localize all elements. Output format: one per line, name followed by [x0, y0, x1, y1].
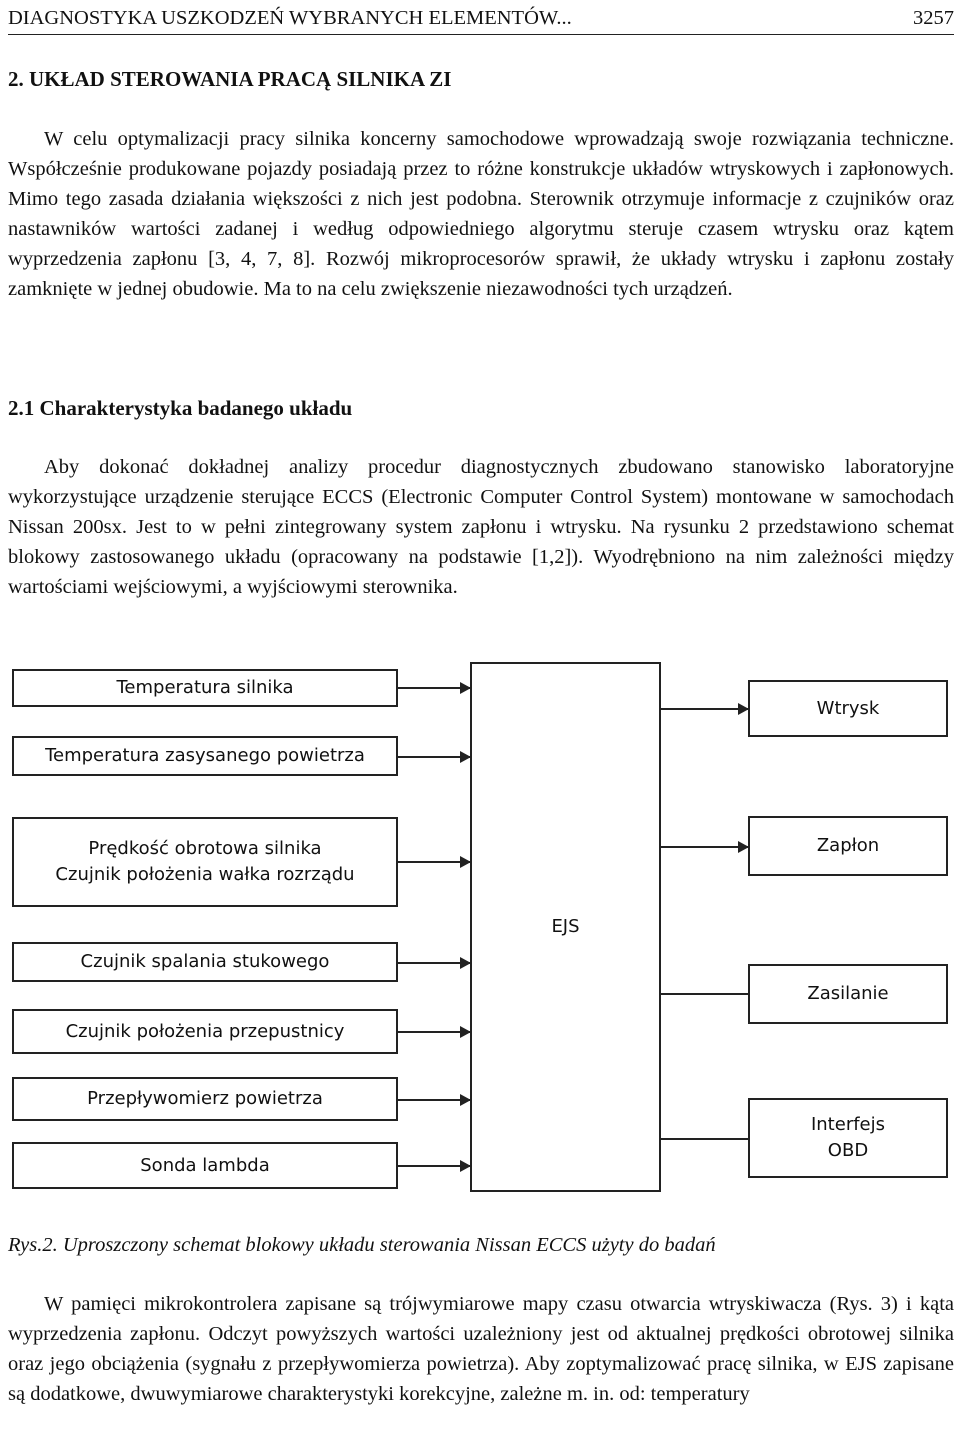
output-connector	[661, 993, 675, 995]
input-arrow	[398, 962, 470, 964]
input-label: Czujnik położenia wałka rozrządu	[55, 864, 355, 885]
output-box-injection	[748, 680, 948, 737]
output-box-power-supply	[748, 964, 948, 1024]
subsection-title: 2.1 Charakterystyka badanego układu	[8, 396, 353, 420]
paragraph-intro: W celu optymalizacji pracy silnika koncerny samochodowe wprowadzają swoje rozwiązania techniczne. Współcześnie produkowane pojazdy posiadają przez to różne konstrukcje układów wtryskowych i zapłonowych. Mimo tego zasada działania większości z nich jest podobna. Sterownik otrzymuje informacje z czujników oraz nastawników wartości zadanej i według odpowiedniego algorytmu steruje czasem wtrysku oraz kątem wyprzedzenia zapłonu [3, 4, 7, 8]. Rozwój mikroprocesorów sprawił, że układy wtrysku i zapłonu zostały zamknięte w jednej obudowie. Ma to na celu zwiększenie niezawodności tych urządzeń.	[8, 128, 954, 300]
input-label: Prędkość obrotowa silnika	[88, 838, 322, 859]
controller-ejs-box	[470, 662, 661, 1192]
input-label: Temperatura zasysanego powietrza	[45, 745, 365, 766]
input-box-lambda-probe	[12, 1142, 398, 1189]
paragraph-continuation: W pamięci mikrokontrolera zapisane są trójwymiarowe mapy czasu otwarcia wtryskiwacza (Rys. 3) i kąta wyprzedzenia zapłonu. Odczyt powyższych wartości uzależniony jest od aktualnej prędkości obrotowej silnika oraz jego obciążenia (sygnału z przepływomierza powietrza). Aby zoptymalizować pracę silnika, w EJS zapisane są dodatkowe, dwuwymiarowe charakterystyki korekcyjne, zależne m. in. od: temperatury	[8, 1293, 954, 1405]
paragraph-system-description: Aby dokonać dokładnej analizy procedur diagnostycznych zbudowano stanowisko laboratoryjne wykorzystujące urządzenie sterujące ECCS (Electronic Computer Control System) montowane w samochodach Nissan 200sx. Jest to w pełni zintegrowany system zapłonu i wtrysku. Na rysunku 2 przedstawiono schemat blokowy zastosowanego układu (opracowany na podstawie [1,2]). Wyodrębniono na nim zależności między wartościami wejściowymi, a wyjściowymi sterownika.	[8, 456, 954, 598]
input-box-engine-temp	[12, 669, 398, 707]
input-label: Przepływomierz powietrza	[87, 1088, 323, 1109]
input-label: Sonda lambda	[140, 1154, 270, 1176]
output-arrow	[661, 708, 748, 710]
output-connector-line	[661, 1138, 748, 1140]
running-title: DIAGNOSTYKA USZKODZEŃ WYBRANYCH ELEMENTÓW...	[8, 7, 572, 29]
input-arrow	[398, 756, 470, 758]
figure-caption: Rys.2. Uproszczony schemat blokowy układu sterowania Nissan ECCS użyty do badań	[8, 1234, 716, 1256]
output-label: Zasilanie	[807, 983, 889, 1004]
input-arrow	[398, 861, 470, 863]
running-header	[8, 2, 954, 35]
output-arrow	[661, 846, 748, 848]
output-label: Interfejs	[810, 1114, 886, 1135]
input-box-throttle-sensor	[12, 1009, 398, 1054]
input-label: Temperatura silnika	[116, 677, 294, 698]
input-box-airflow-meter	[12, 1077, 398, 1121]
section-title: 2. UKŁAD STEROWANIA PRACĄ SILNIKA ZI	[8, 67, 452, 91]
input-arrow	[398, 1031, 470, 1033]
output-label: Wtrysk	[816, 697, 880, 719]
input-arrow	[398, 1099, 470, 1101]
controller-label: EJS	[551, 916, 580, 937]
output-box-obd-interface	[748, 1098, 948, 1178]
output-box-ignition	[748, 816, 948, 876]
output-label: OBD	[827, 1140, 869, 1161]
output-label: Zapłon	[816, 835, 880, 856]
input-box-rpm-camshaft	[12, 817, 398, 907]
input-arrow	[398, 1165, 470, 1167]
input-box-knock-sensor	[12, 942, 398, 982]
page-number: 3257	[913, 7, 954, 29]
input-arrow	[398, 687, 470, 689]
input-label: Czujnik spalania stukowego	[80, 951, 330, 972]
output-connector-line	[675, 993, 748, 995]
input-label: Czujnik położenia przepustnicy	[65, 1020, 345, 1042]
input-box-intake-air-temp	[12, 736, 398, 776]
